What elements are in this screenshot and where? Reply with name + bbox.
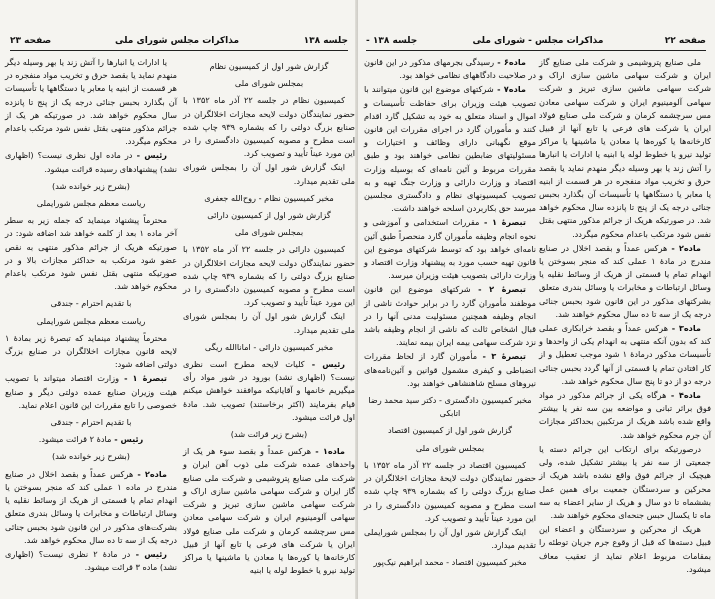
paragraph-text: مأموران گارد از لحاظ مقررات انضباطی و کیفری مشمول قوانین و آئین‌نامه‌های نیروهای مسلح شاهنشاهی خواهند بود. (364, 351, 536, 388)
text-column (5, 56, 177, 575)
paragraph-text: هرکس عمداً و بقصد اخلال در صنایع مندرج در ماده ۱ عملی کند که منجر بسوختن یا انهدام تمام یا قسمتی از هریک از وسائط نقلیه یا وسائل ارتباطات و مخابرات یا وسائل بندری متعلق بشرکت‌های مذکور در این قانون شود بحبس جنائی درجه یک از سه تا ده سال محکوم خواهد شد. (5, 468, 178, 545)
paragraph (539, 443, 711, 522)
paragraph (539, 56, 711, 241)
paragraph-text: (بشرح زیر خوانده شد) (52, 180, 130, 191)
paragraph (5, 372, 177, 412)
left-page (0, 0, 357, 599)
paragraph (5, 332, 177, 372)
paragraph (183, 445, 355, 577)
paragraph-text: گزارش شور اول از کمیسیون نظام (209, 61, 329, 71)
paragraph-text: در ماده اول نظری نیست؟ (اظهاری نشد) پیشنهادهای رسیده قرائت میشود. (5, 150, 177, 174)
paragraph-text: بمجلس شورای ملی (415, 442, 485, 453)
article-label: ماده۶ - (494, 57, 526, 67)
paragraph-text: اینک گزارش شور اول آن را بمجلس شورای ملی تقدیم میدارد. (183, 162, 355, 186)
centered-line (183, 341, 355, 354)
paragraph-text: گزارش شور اول از کمیسیون دارائی (207, 210, 331, 221)
article-label: تبصرهٔ ۱ - (479, 217, 526, 228)
article-label: رئیس - (132, 150, 167, 161)
paragraph (364, 56, 536, 82)
paragraph (364, 216, 536, 282)
paragraph (183, 310, 355, 336)
paragraph-text: در مادهٔ ۲ نظری نیست؟ (اظهاری نشد) ماده ۳ قرائت میشود. (5, 548, 177, 573)
article-label: ماده۱ - (311, 446, 345, 457)
paragraph (539, 523, 711, 576)
paragraph-text: درصورتیکه برای ارتکاب این جرائم دسته یا جمعیتی از سه نفر یا بیشتر تشکیل شده، ولی هیچیک از جرائم فوق واقع نشده باشد هریک از محرکین و سردستگان جمعیت برای همین عمل بششماه تا دو سال و هریک از سایر اعضاء به سه ماه تا یکسال حبس جنحه‌ای محکوم خواهند شد. (539, 443, 711, 520)
centered-line (364, 442, 536, 455)
paragraph (5, 149, 177, 175)
paragraph-text: (بشرح زیر خوانده شد) (52, 451, 130, 462)
article-label: ماده۲ - (133, 468, 167, 479)
paragraph-text: ملی صنایع پتروشیمی و شرکت ملی صنایع گاز ایران و شرکت سهامی ماشین سازی اراک و شرکت سهامی ماشین سازی تبریز و شرکت سهامی آلومینیوم ایران و شرکت سهامی معادن مس سرچشمه کرمان و شرکت ملی صنایع فولاد ایران یا شرکت های فرعی یا تابع آنها از قبیل کارخانه‌ها یا کوره‌ها یا معادن یا ماشینها یا مراکز تولید نیرو یا خطوط لوله یا ابنیه یا ادارات یا انبارها را آتش زند یا بهر وسیله دیگر منهدم نماید یا بقصد حرق و تخریب مواد منفجره در هر قسمت از ابنیه یا معابر یا دستگاهها یا تأسیسات آن بگذارد بحبس جنائی درجه یک از پنج تا پانزده سال محکوم خواهد شد. در صورتیکه هریک از جرائم مذکور منتهی بقتل نفس شود مرتکب باعدام محکوم میگردد. (539, 57, 711, 239)
paragraph (183, 358, 355, 424)
paragraph-text: مخبر کمیسیون اقتصاد - محمد ابراهیم نیک‌پور (373, 557, 527, 568)
paragraph (539, 322, 711, 388)
article-label: ماده۲ - (667, 242, 701, 253)
header-rule (10, 50, 348, 51)
centered-line (183, 226, 355, 239)
paragraph (5, 548, 177, 574)
paragraph (5, 468, 177, 547)
running-title: مذاکرات مجلس شورای ملی (114, 36, 240, 46)
paragraph-text: (بشرح زیر قرائت شد) (230, 429, 308, 440)
paragraph-text: اینک گزارش شور اول آن را بمجلس شورایملی تقدیم میدارد. (364, 526, 536, 551)
paragraph (5, 214, 177, 293)
centered-line (364, 394, 536, 420)
header-rule (366, 50, 706, 51)
page-number: صفحه ۲۲ (664, 36, 706, 46)
page-number: صفحه ۲۳ (10, 36, 52, 46)
session-number: جلسه ۱۳۸ (303, 36, 348, 46)
centered-line (5, 297, 177, 310)
paragraph-text: با تقدیم احترام - جندقی (50, 417, 132, 428)
text-column (183, 56, 355, 578)
session-number: جلسه ۱۳۸ - (366, 36, 418, 46)
paragraph-text: هرکس عمداً و بقصد خرابکاری عملی کند که بدون آنکه منتهی به انهدام یکی از واحدها و تأسیسات مذکور درمادهٔ ۱ شود موجب تعطیل و از کار افتادن تمام یا قسمتی از آنها گردد بحبس جنائی درجه دو از دو تا پنج سال محکوم خواهد شد. (539, 323, 711, 386)
article-label: ماده۳ - (668, 323, 702, 334)
centered-line (5, 197, 177, 210)
paragraph-text: کمیسیون اقتصاد در جلسه ۲۲ آذر ماه ۱۳۵۲ با حضور نمایندگان دولت لایحهٔ مجازات اخلالگران در صنایع بزرگ دولتی را که بشماره ۹۳۹ چاپ شده است مطرح و مصوبه کمیسیون دادگستری را در این مورد عیناً تأیید و تصویب کرد. (364, 459, 536, 523)
paragraph-text: ریاست معظم مجلس شورایملی (36, 198, 146, 209)
article-label: ماده۷ - (493, 84, 526, 95)
paragraph-text: مادهٔ ۲ قرائت میشود. (38, 434, 112, 445)
centered-line (183, 428, 355, 441)
centered-line (5, 180, 177, 193)
paragraph-text: بمجلس شورای ملی (234, 227, 304, 238)
running-title: مذاکرات مجلس - شورای ملی (472, 36, 604, 46)
centered-line (183, 77, 355, 90)
paragraph-text: هریک از محرکین و سردستگان و اعضاء این قبیل دسته‌ها که قبل از وقوع جرم جریان توطئه را بمقامات مربوط اعلام نماید از تعقیب معاف میشود. (539, 524, 711, 574)
paragraph (364, 83, 536, 215)
paragraph (183, 243, 355, 309)
paragraph (364, 526, 536, 552)
paragraph-text: یا ادارات یا انبارها را آتش زند یا بهر وسیله دیگر منهدم نماید یا بقصد حرق و تخریب مواد منفجره در هر قسمت از ابنیه یا معابر یا دستگاهها یا تأسیسات آن بگذارد بحبس جنائی درجه یک از پنج تا پانزده سال محکوم خواهد شد. در صورتیکه هر یک از جرائم مذکور منتهی بقتل نفس شود مرتکب باعدام محکوم میگردد. (5, 57, 177, 147)
right-page (358, 0, 715, 599)
paragraph-text: وزارت اقتصاد میتواند با تصویب هیئت وزیران صنایع عمده دولتی دیگر و صنایع خصوصی را تابع مقررات این قانون اعلام نماید. (5, 373, 177, 410)
paragraph-text: گزارش شور اول از کمیسیون اقتصاد (387, 425, 513, 436)
paragraph-text: با تقدیم احترام - جندقی (50, 298, 132, 309)
paragraph (183, 161, 355, 187)
paragraph-text: هرکس عمداً و بقصد اخلال در صنایع مندرج در مادهٔ ۱ عملی کند که منجر بسوختن یا انهدام تمام یا قسمتی از هریک از وسائط نقلیه یا وسائل ارتباطات و مخابرات یا وسائل بندری متعلق بشرکتهای مذکور در این قانون شود بحبس جنائی درجه یک از سه تا ده سال محکوم خواهند شد. (539, 242, 712, 319)
paragraph (364, 350, 536, 390)
article-label: ماده۴ - (666, 390, 702, 401)
centered-line (183, 209, 355, 222)
paragraph-text: هرگاه یکی از جرائم مذکور در مواد فوق براثر تبانی و مواضعه بین سه نفر یا بیشتر واقع شده باشد هریک از مرتکبین بحداکثر مجازات آن جرم محکوم خواهد شد. (539, 390, 711, 440)
paragraph-text: مخبر کمیسیون نظام - روح‌الله جعفری (204, 192, 334, 203)
paragraph-text: مخبر کمیسیون دارائی - اماناالله ریگی (204, 341, 334, 352)
centered-line (5, 315, 177, 328)
article-label: تبصرهٔ ۲ - (470, 284, 526, 295)
paragraph (364, 283, 536, 349)
centered-line (5, 433, 177, 446)
paragraph-text: کمیسیون دارائی در جلسه ۲۲ آذر ماه ۱۳۵۲ با حضور نمایندگان دولت لایحه مجازات اخلالگران در صنایع بزرگ دولتی را که بشماره ۹۳۹ چاپ شده است مطرح و مصوبه کمیسیون دادگستری را در این مورد عیناً تأیید و تصویب کرد. (183, 244, 355, 308)
article-label: تبصرهٔ ۱ - (119, 373, 168, 384)
paragraph-text: ریاست معظم مجلس شورایملی (36, 315, 146, 326)
paragraph (539, 389, 711, 442)
paragraph-text: کمیسیون نظام در جلسه ۲۲ آذر ماه ۱۳۵۲ با حضور نمایندگان دولت لایحه مجازات اخلالگران در صنایع بزرگ دولتی را که بشماره ۹۳۹ چاپ شده است مطرح و مصوبه کمیسیون دادگستری را در این مورد عیناً تأیید و تصویب کرد. (183, 95, 355, 159)
paragraph-text: شرکتهای موضوع این قانون میتوانند با تصویب هیئت وزیران برای حفاظت تأسیسات و اموال و اسناد متعلق به خود به تشکیل گارد اقدام کنند و مأموران گارد در اجرای مقررات این قانون موقع نگهبانی دارای وظائف و اختیارات و مسئولیتهای ضابطین نظامی خواهند بود و طبق مقررات مربوط و آئین نامه‌ای که بوسیله وزارت اقتصاد و وزارت دارائی و وزارت جنگ تهیه و به تصویب کمیسیونهای نظام و دادگستری مجلسین میرسد حق بکاربردن اسلحه خواهند داشت. (364, 84, 536, 214)
article-label: تبصرهٔ ۳ - (477, 351, 526, 362)
text-column (364, 56, 536, 574)
article-label: رئیس - (130, 548, 167, 559)
paragraph-text: هرکس عمداً و بقصد سوء هر یک از واحدهای عمده شرکت ملی ذوب آهن ایران و شرکت ملی صنایع پتروشیمی و شرکت ملی صنایع گاز ایران و شرکت سهامی ماشین سازی اراک و شرکت سهامی ماشین سازی تبریز و شرکت سهامی آلومینیوم ایران و شرکت سهامی معادن مس سرچشمه کرمان و شرکت ملی صنایع فولاد ایران یا شرکت های فرعی یا تابع آنها از قبیل کارخانه‌ها یا کوره‌ها یا معادن یا ماشینها یا مراکز تولید نیرو یا خطوط لوله یا ابنیه (183, 446, 355, 576)
paragraph (539, 242, 711, 321)
paragraph-text: محترماً پیشنهاد مینماید که جمله زیر به سطر آخر ماده ۱ بعد از کلمه خواهد شد اضافه شود: در صورتیکه هریک از جرائم مذکور منتهی به نقص عضو شود مرتکب به حداکثر مجازات بالا و در صورتیکه منتهی بقتل نفس شود مرتکب باعدام محکوم خواهد شد. (5, 215, 178, 292)
paragraph-text: مخبر کمیسیون دادگستری - دکتر سید محمد رضا اتابکی (368, 395, 532, 419)
centered-line (5, 450, 177, 463)
paragraph (364, 459, 536, 525)
paragraph (183, 94, 355, 160)
centered-line (364, 424, 536, 437)
centered-line (183, 60, 355, 73)
paragraph-text: مقررات استخدامی و آموزشی و نحوه انجام وظیفه مأموران گارد منحصراً طبق آئین نامه‌ای خواهد بود که توسط شرکتهای موضوع این قانون تهیه حسب مورد به پیشنهاد وزارت اقتصاد و وزارت دارائی بتصویب هیئت وزیران میرسد. (364, 217, 536, 281)
centered-line (364, 556, 536, 569)
centered-line (5, 416, 177, 429)
paragraph-text: اینک گزارش شور اول آن را بمجلس شورای ملی تقدیم میدارد. (183, 311, 355, 335)
paragraph-text: رسیدگی بجرمهای مذکور در این قانون در صلاحیت دادگاههای نظامی خواهد بود. (364, 57, 536, 81)
centered-line (183, 192, 355, 205)
paragraph-text: بمجلس شورای ملی (234, 78, 304, 89)
paragraph-text: محترماً پیشنهاد مینماید که تبصرهٔ زیر بمادهٔ ۱ لایحه قانون مجازات اخلالگران در صنایع بزرگ دولتی اضافه شود: (5, 332, 177, 370)
article-label: رئیس - (111, 434, 144, 445)
paragraph-text: شرکتهای موضوع این قانون موظفند مأموران گارد را در برابر حوادث ناشی از انجام وظیفه همچنین مسئولیت مدنی آنها را در قبال اشخاص ثالث که ناشی از انجام وظیفه باشد نزد شرکت سهامی بیمه ایران بیمه نمایند. (364, 284, 536, 348)
text-column (539, 56, 711, 577)
paragraph (5, 56, 177, 148)
paragraph-text: کلیات لایحه مطرح است نظری نیست؟ (اظهاری نشد) بورود در شور مواد رأی میگیریم خانمها و آقایانیکه موافقند خواهش میکنم قیام بفرمایند (اکثر برخاستند) تصویب شد. مادهٔ اول قرائت میشود. (183, 359, 355, 422)
article-label: رئیس - (304, 359, 345, 370)
